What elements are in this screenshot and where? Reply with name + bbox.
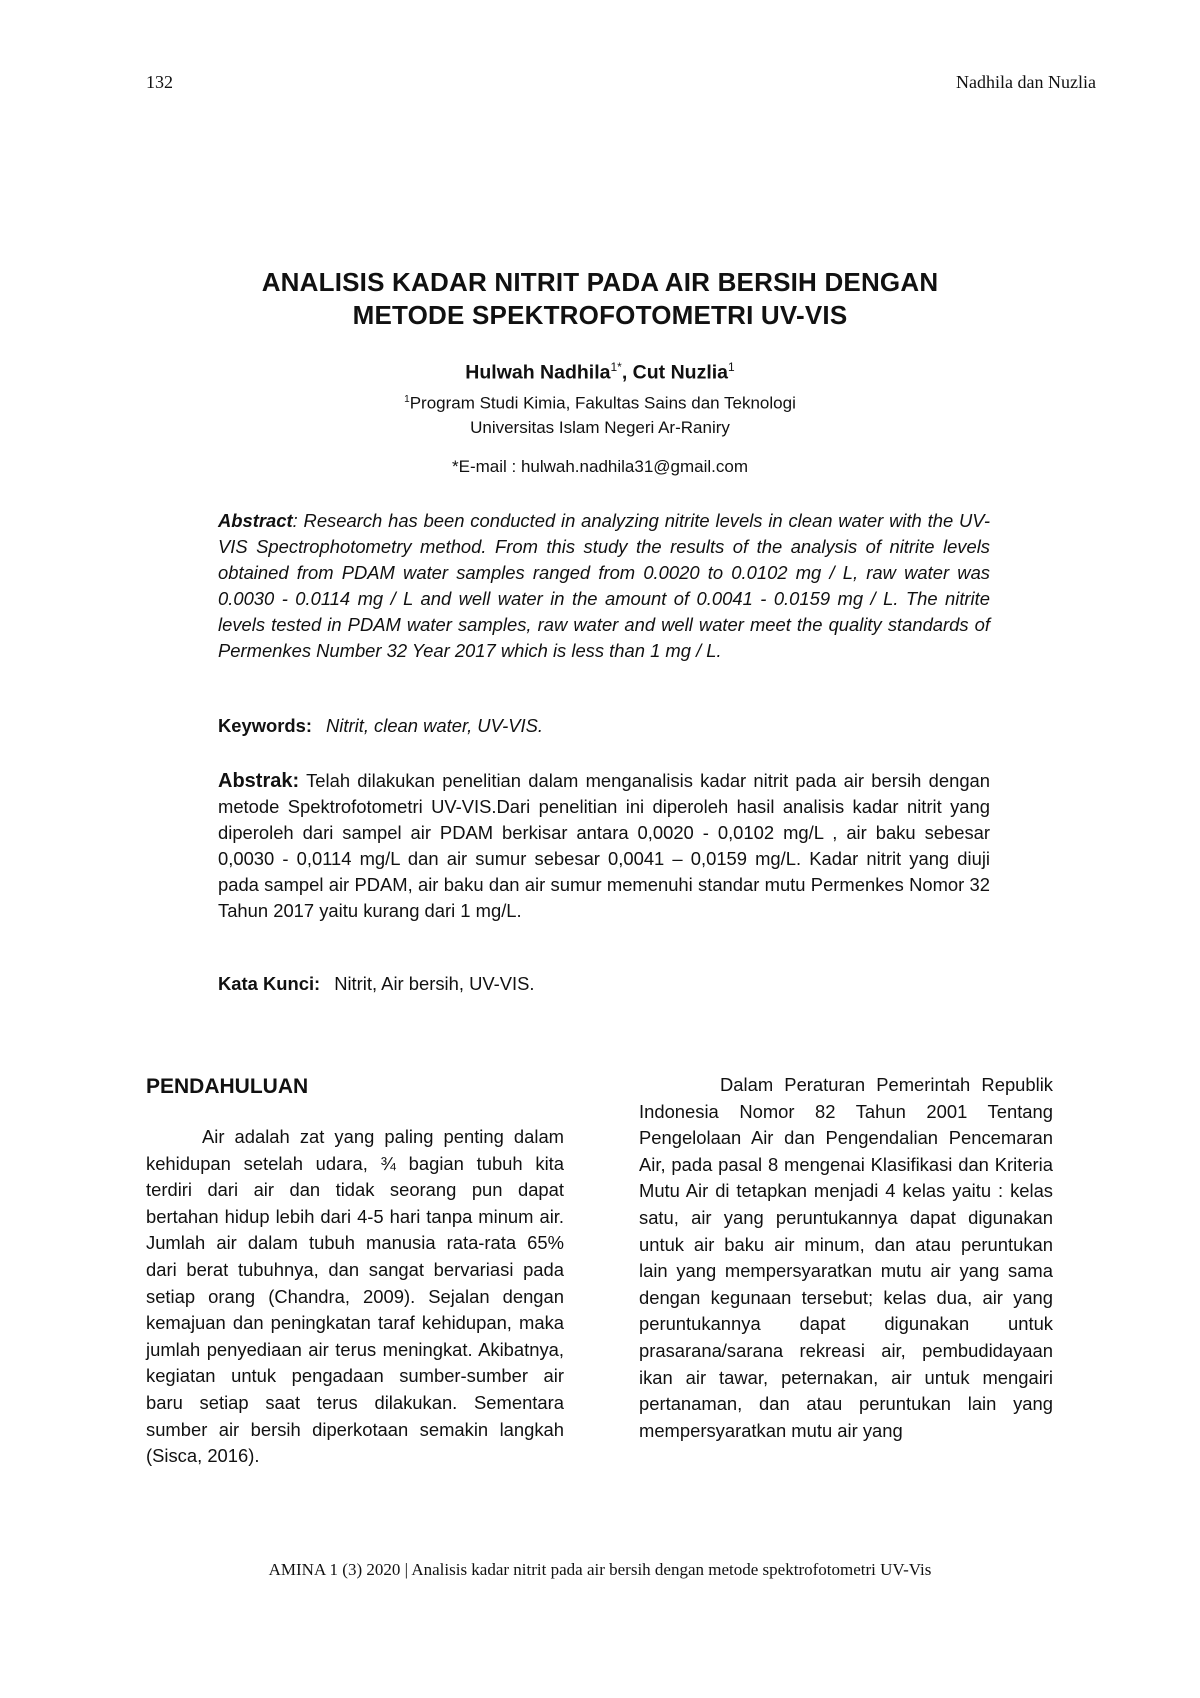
abstract-indonesian-label: Abstrak: xyxy=(218,770,300,792)
abstract-english xyxy=(218,508,990,664)
section-heading-pendahuluan: PENDAHULUAN xyxy=(146,1075,309,1098)
keywords-indonesian-label: Kata Kunci: xyxy=(218,973,321,994)
author-2-marker: 1 xyxy=(728,360,735,374)
author-1: Hulwah Nadhila xyxy=(465,361,611,384)
author-separator: , xyxy=(621,361,633,384)
affiliation-line-1 xyxy=(0,388,1200,416)
paper-title xyxy=(0,266,1200,332)
abstract-indonesian-text: Telah dilakukan penelitian dalam menganalisis kadar nitrit pada air bersih dengan metode Spektrofotometri UV-VIS.Dari penelitian ini diperoleh hasil analisis kadar nitrit yang diperoleh dari sampel air PDAM berkisar antara 0,0020 - 0,0102 mg/L , air baku sebesar 0,0030 - 0,0114 mg/L dan air sumur sebesar 0,0041 – 0,0159 mg/L. Kadar nitrit yang diuji pada sampel air PDAM, air baku dan air sumur memenuhi standar mutu Permenkes Nomor 32 Tahun 2017 yaitu kurang dari 1 mg/L. xyxy=(218,770,991,921)
keywords-indonesian xyxy=(218,973,990,995)
affiliation xyxy=(0,388,1200,440)
abstract-english-text: : Research has been conducted in analyzing nitrite levels in clean water with the UV-VIS Spectrophotometry method. From this study the results of the analysis of nitrite levels obtained from PDAM water samples ranged from 0.0020 to 0.0102 mg / L, raw water was 0.0030 - 0.0114 mg / L and well water in the amount of 0.0041 - 0.0159 mg / L. The nitrite levels tested in PDAM water samples, raw water and well water meet the quality standards of Permenkes Number 32 Year 2017 which is less than 1 mg / L. xyxy=(218,510,990,661)
author-list xyxy=(0,360,1200,385)
affiliation-department: Program Studi Kimia, Fakultas Sains dan Teknologi xyxy=(409,393,796,413)
body-column-right xyxy=(639,1072,1053,1444)
affiliation-line-2: Universitas Islam Negeri Ar-Raniry xyxy=(470,417,730,437)
body-paragraph-left: Air adalah zat yang paling penting dalam kehidupan setelah udara, ¾ bagian tubuh kita terdiri dari air dan tidak seorang pun dapat bertahan hidup lebih dari 4-5 hari tanpa minum air. Jumlah air dalam tubuh manusia rata-rata 65% dari berat tubuhnya, dan sangat bervariasi pada setiap orang (Chandra, 2009). Sejalan dengan kemajuan dan peningkatan taraf kehidupan, maka jumlah penyediaan air terus meningkat. Akibatnya, kegiatan untuk pengadaan sumber-sumber air baru setiap saat terus dilakukan. Sementara sumber air bersih diperkotaan semakin langkah (Sisca, 2016). xyxy=(146,1126,564,1467)
keywords-english-value: Nitrit, clean water, UV-VIS. xyxy=(326,715,544,736)
abstract-indonesian xyxy=(218,768,990,924)
affiliation-marker: 1 xyxy=(404,394,410,405)
keywords-english-label: Keywords: xyxy=(218,715,313,736)
corresponding-email: *E-mail : hulwah.nadhila31@gmail.com xyxy=(451,457,748,476)
title-line-2: METODE SPEKTROFOTOMETRI UV-VIS xyxy=(352,300,848,330)
body-column-left xyxy=(146,1124,564,1470)
page-number: 132 xyxy=(146,72,173,92)
abstract-english-label: Abstract xyxy=(218,510,293,531)
keywords-indonesian-value: Nitrit, Air bersih, UV-VIS. xyxy=(334,973,535,994)
keywords-english xyxy=(218,715,990,737)
author-1-marker: 1* xyxy=(610,360,622,374)
author-2: Cut Nuzlia xyxy=(632,361,729,384)
body-paragraph-right: Dalam Peraturan Pemerintah Republik Indonesia Nomor 82 Tahun 2001 Tentang Pengelolaan Air dan Pengendalian Pencemaran Air, pada pasal 8 mengenai Klasifikasi dan Kriteria Mutu Air di tetapkan menjadi 4 kelas yaitu : kelas satu, air yang peruntukannya dapat digunakan untuk air baku air minum, dan atau peruntukan lain yang mempersyaratkan mutu air yang sama dengan kegunaan tersebut; kelas dua, air yang peruntukannya dapat digunakan untuk prasarana/sarana rekreasi air, pembudidayaan ikan air tawar, peternakan, air untuk mengairi pertanaman, dan atau peruntukan lain yang mempersyaratkan mutu air yang xyxy=(639,1074,1053,1441)
page-footer: AMINA 1 (3) 2020 | Analisis kadar nitrit pada air bersih dengan metode spektrofotometri UV-Vis xyxy=(268,1560,932,1579)
title-line-1: ANALISIS KADAR NITRIT PADA AIR BERSIH DENGAN xyxy=(261,267,939,297)
running-author: Nadhila dan Nuzlia xyxy=(956,72,1096,92)
